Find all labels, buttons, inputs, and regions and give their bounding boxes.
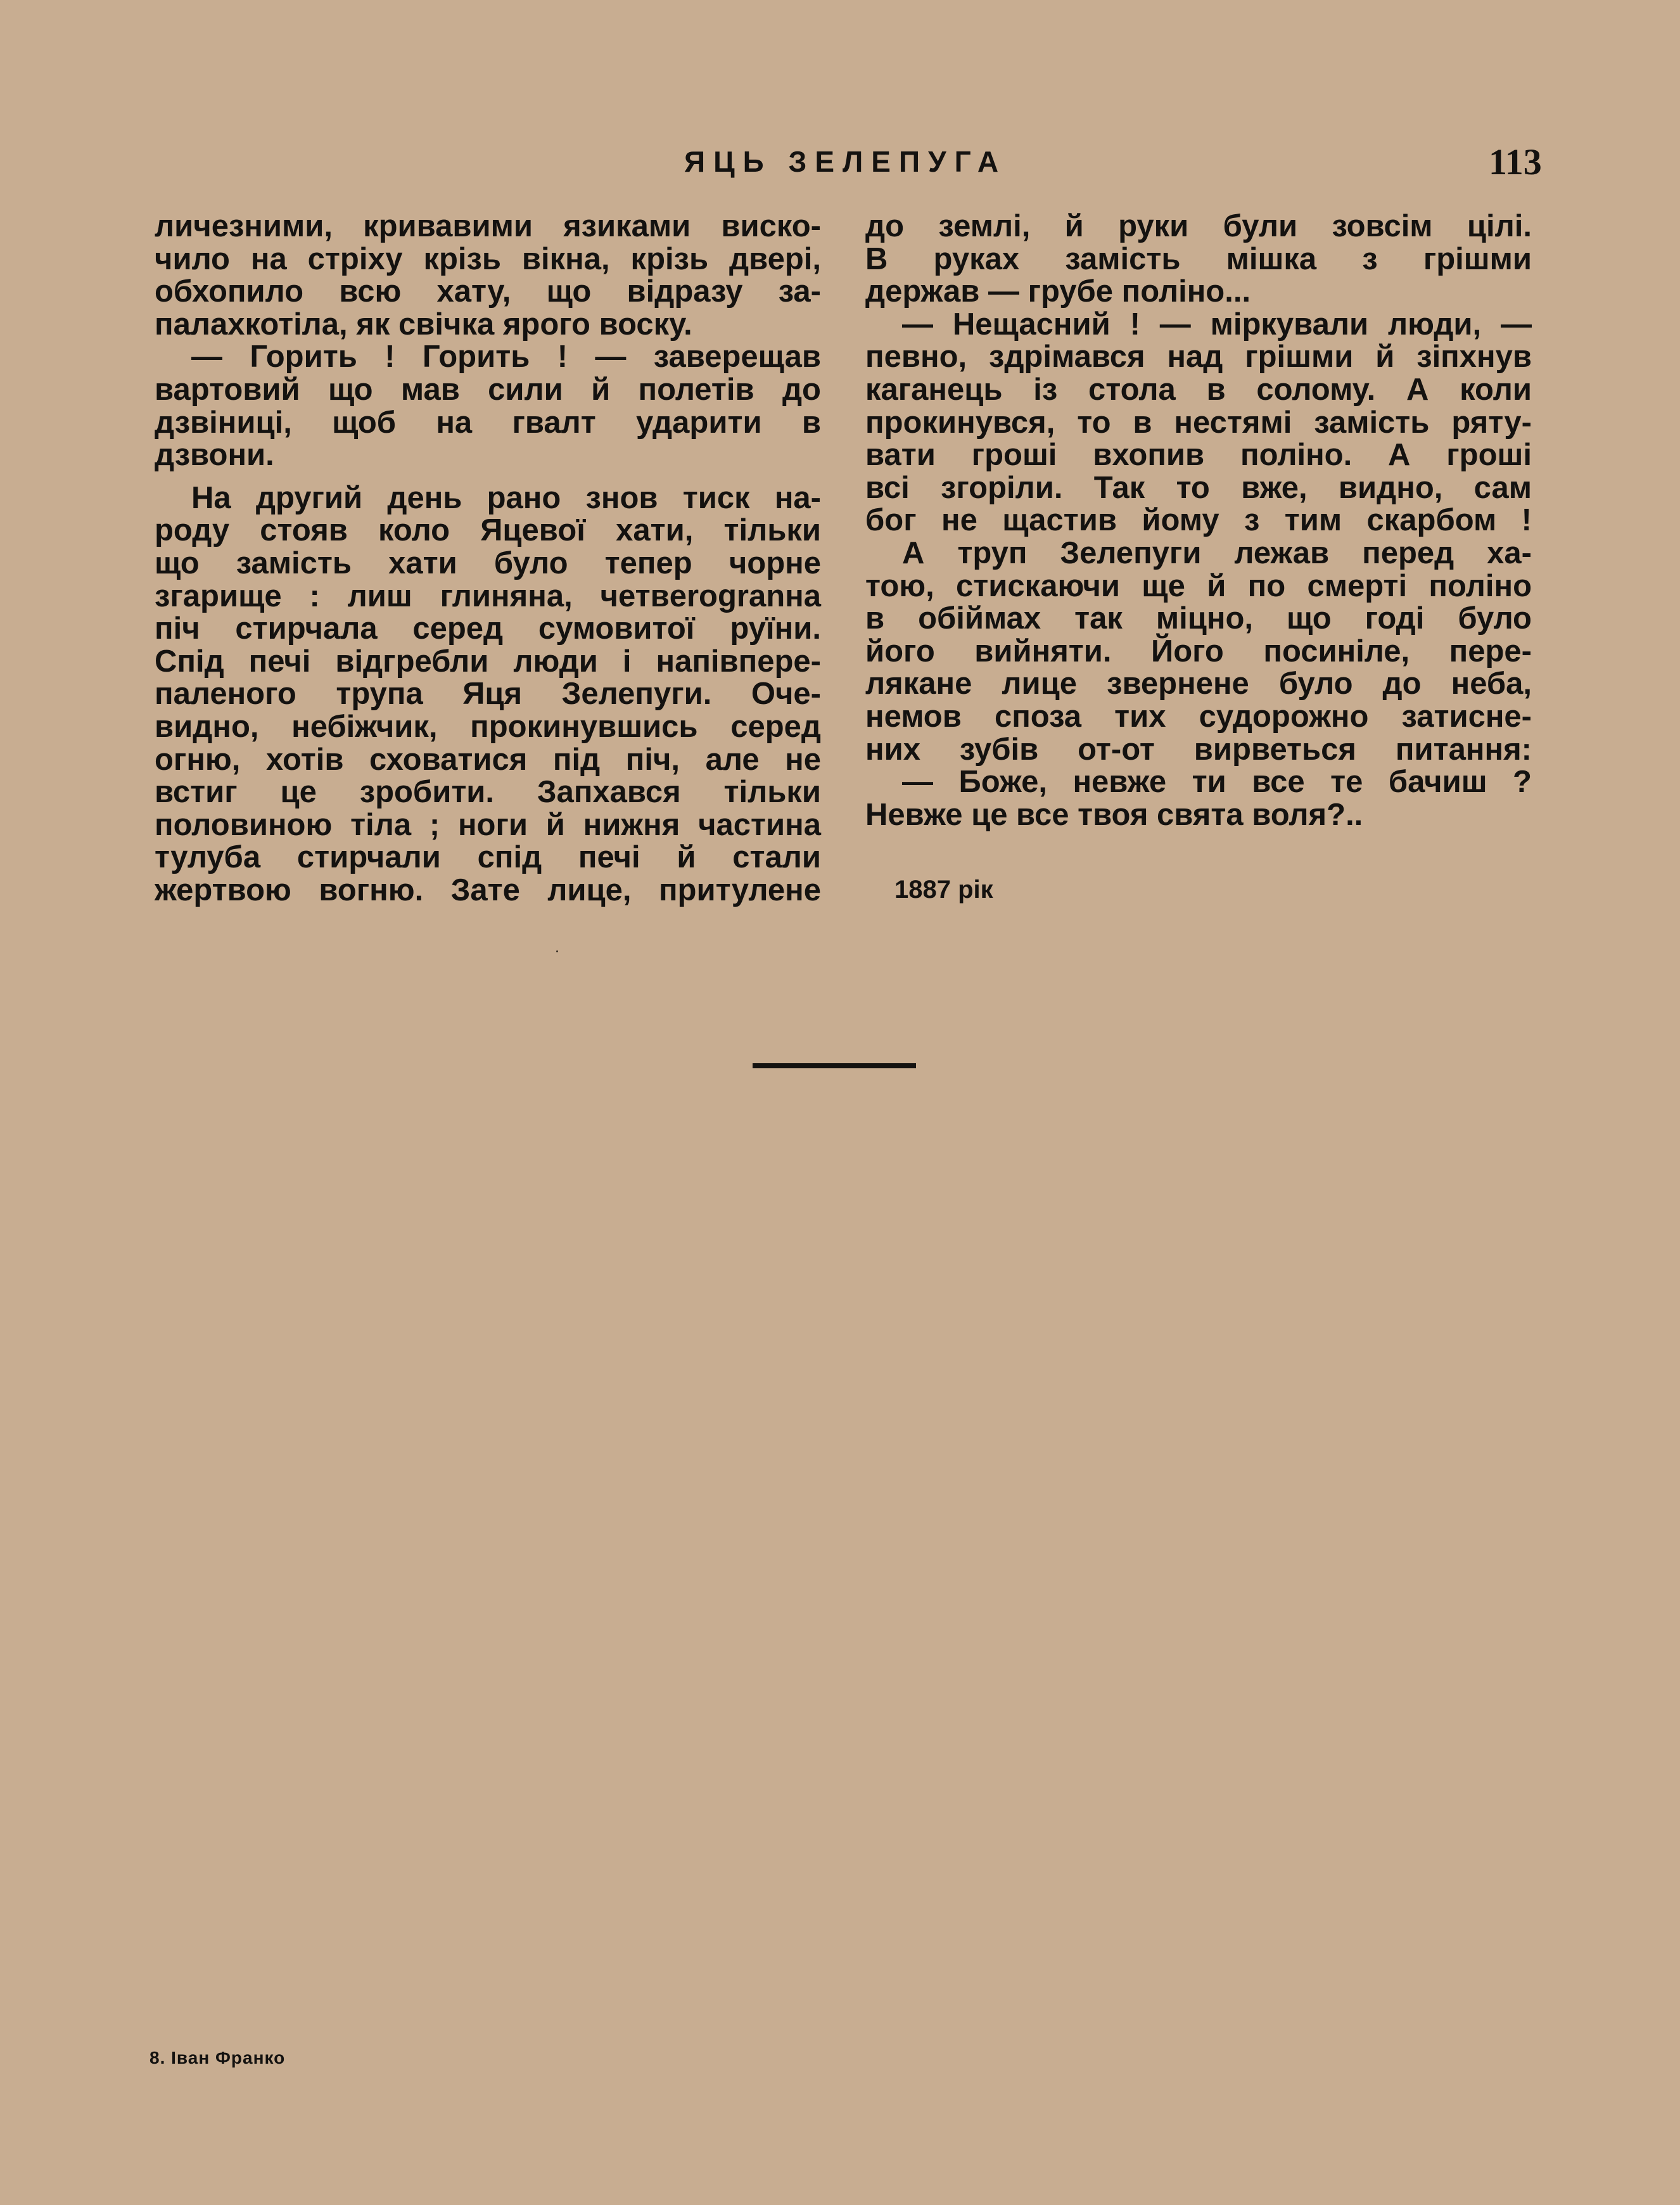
running-title: ЯЦЬ ЗЕЛЕПУГА: [684, 145, 1007, 178]
text-line: лякане лице звернене було до неба,: [865, 667, 1532, 701]
text-line: — Горить ! Горить ! — заверещав: [191, 340, 821, 374]
text-line: дзвони.: [155, 438, 274, 473]
text-line: палахкотіла, як свічка ярого воску.: [155, 307, 692, 342]
text-line: паленого трупа Яця Зелепуги. Оче-: [155, 677, 821, 712]
text-line: роду стояв коло Яцевої хати, тільки: [155, 513, 821, 548]
text-line: чило на стріху крізь вікна, крізь двері,: [155, 241, 821, 276]
text-line: піч стирчала серед сумовитої руїни.: [155, 611, 821, 646]
text-line: — Боже, невже ти все те бачиш ?: [902, 765, 1532, 800]
dateline: 1887 рік: [894, 876, 993, 904]
text-line: держав — грубе поліно...: [865, 274, 1251, 309]
text-line: тою, стискаючи ще й по смерті поліно: [865, 568, 1532, 603]
text-line: немов споза тих судорожно затисне-: [865, 699, 1532, 734]
text-line: бог не щастив йому з тим скарбом !: [865, 503, 1532, 538]
text-line: до землі, й руки були зовсім цілі.: [865, 209, 1532, 243]
text-line: них зубів от-от вирветься питання:: [865, 732, 1532, 767]
text-line: огню, хотів сховатися під піч, але не: [155, 742, 821, 777]
text-line: В руках замість мішка з грішми: [865, 241, 1532, 276]
text-line: Спід печі відгребли люди і напівпере-: [155, 644, 821, 679]
text-line: личезними, кривавими язиками виско-: [155, 209, 821, 243]
left-column: [155, 210, 821, 907]
text-line: жертвою вогню. Зате лице, притулене: [155, 872, 821, 907]
text-line: його вийняти. Його посиніле, пере-: [865, 634, 1532, 668]
footer-signature: 8. Іван Франко: [150, 2048, 286, 2068]
text-line: що замість хати було тепер чорне: [155, 546, 821, 580]
text-line: обхопило всю хату, що відразу за-: [155, 274, 821, 309]
text-line: в обіймах так міцно, що годі було: [865, 601, 1532, 636]
page-number: 113: [1489, 141, 1542, 182]
text-line: дзвіниці, щоб на гвалт ударити в: [155, 405, 821, 440]
text-line: тулуба стирчали спід печі й стали: [155, 840, 821, 875]
text-line: вартовий що мав сили й полетів до: [155, 372, 821, 407]
right-column: [865, 210, 1532, 831]
print-speck: [556, 950, 558, 952]
text-line: каганець із стола в солому. А коли: [865, 372, 1532, 407]
running-head: [0, 141, 1680, 185]
text-line: прокинувся, то в нестямі замість ряту-: [865, 405, 1532, 440]
text-line: встиг це зробити. Запхався тільки: [155, 775, 821, 810]
text-line: вати гроші вхопив поліно. А гроші: [865, 438, 1532, 473]
text-line: — Нещасний ! — міркували люди, —: [902, 307, 1532, 342]
text-line: видно, небіжчик, прокинувшись серед: [155, 709, 821, 744]
text-line: всі згоріли. Так то вже, видно, сам: [865, 470, 1532, 505]
text-line: Невже це все твоя свята воля?..: [865, 797, 1363, 832]
text-line: певно, здрімався над грішми й зіпхнув: [865, 340, 1532, 374]
text-line: згарище : лиш глиняна, четвerogranна: [155, 578, 821, 613]
text-line: А труп Зелепуги лежав перед ха-: [902, 535, 1532, 570]
end-rule: [753, 1063, 916, 1068]
text-line: половиною тіла ; ноги й нижня частина: [155, 807, 821, 842]
text-line: На другий день рано знов тиск на-: [191, 480, 821, 515]
